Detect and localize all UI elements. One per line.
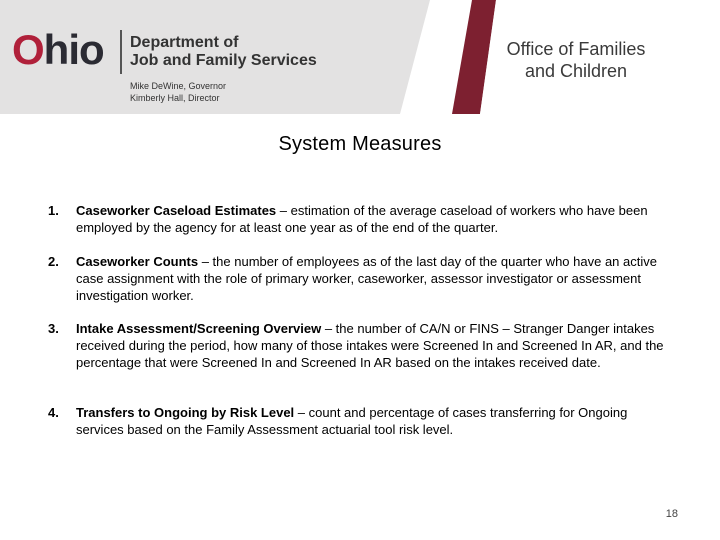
- measure-description: – the number of employees as of the last day of the quarter who have an active case assignment with the role of primary worker, caseworker, assessor investigator or assessment investigation worker.: [76, 254, 657, 303]
- department-line-1: Department of: [130, 34, 239, 51]
- logo-first-letter: O: [12, 26, 44, 73]
- department-name: [130, 34, 317, 70]
- measure-number: 2.: [48, 254, 59, 269]
- office-line-2: and Children: [524, 61, 628, 81]
- measure-body: [76, 253, 678, 304]
- page-number: 18: [665, 508, 678, 520]
- measure-term: Intake Assessment/Screening Overview: [76, 321, 322, 336]
- department-line-2: Job and Family Services: [130, 52, 317, 69]
- office-line-1: Office of Families: [506, 39, 646, 59]
- measure-term: Caseworker Caseload Estimates: [76, 203, 277, 218]
- office-name: [476, 38, 676, 82]
- measure-description: – count and percentage of cases transferring for Ongoing services based on the Family Assessment actuarial tool risk level.: [76, 405, 628, 437]
- measure-description: – the number of CA/N or FINS – Stranger Danger intakes received during the period, how many of those intakes were Screened In and Screened In AR, and the percentage that were Screened In and Screened In AR based on the intakes received date.: [76, 321, 664, 370]
- logo-rest-letters: hio: [43, 26, 104, 73]
- header-banner: [0, 0, 720, 114]
- measure-body: [76, 404, 678, 438]
- measure-number: 4.: [48, 405, 59, 420]
- director: Kimberly Hall, Director: [130, 93, 220, 103]
- measure-term: Caseworker Counts: [76, 254, 199, 269]
- page-title: System Measures: [278, 133, 442, 155]
- ohio-logo: [12, 26, 104, 74]
- measure-number: 3.: [48, 321, 59, 336]
- measure-item-4: [48, 404, 678, 438]
- measure-item-3: [48, 320, 678, 371]
- measure-description: – estimation of the average caseload of workers who have been employed by the agency for at least one year as of the end of the quarter.: [76, 203, 648, 235]
- logo-divider: [120, 30, 122, 74]
- measure-term: Transfers to Ongoing by Risk Level: [76, 405, 295, 420]
- measure-item-2: [48, 253, 678, 304]
- officials: [130, 80, 226, 104]
- measure-number: 1.: [48, 203, 59, 218]
- governor: Mike DeWine, Governor: [130, 81, 227, 91]
- measure-body: [76, 320, 678, 371]
- measure-item-1: [48, 202, 678, 236]
- measure-body: [76, 202, 678, 236]
